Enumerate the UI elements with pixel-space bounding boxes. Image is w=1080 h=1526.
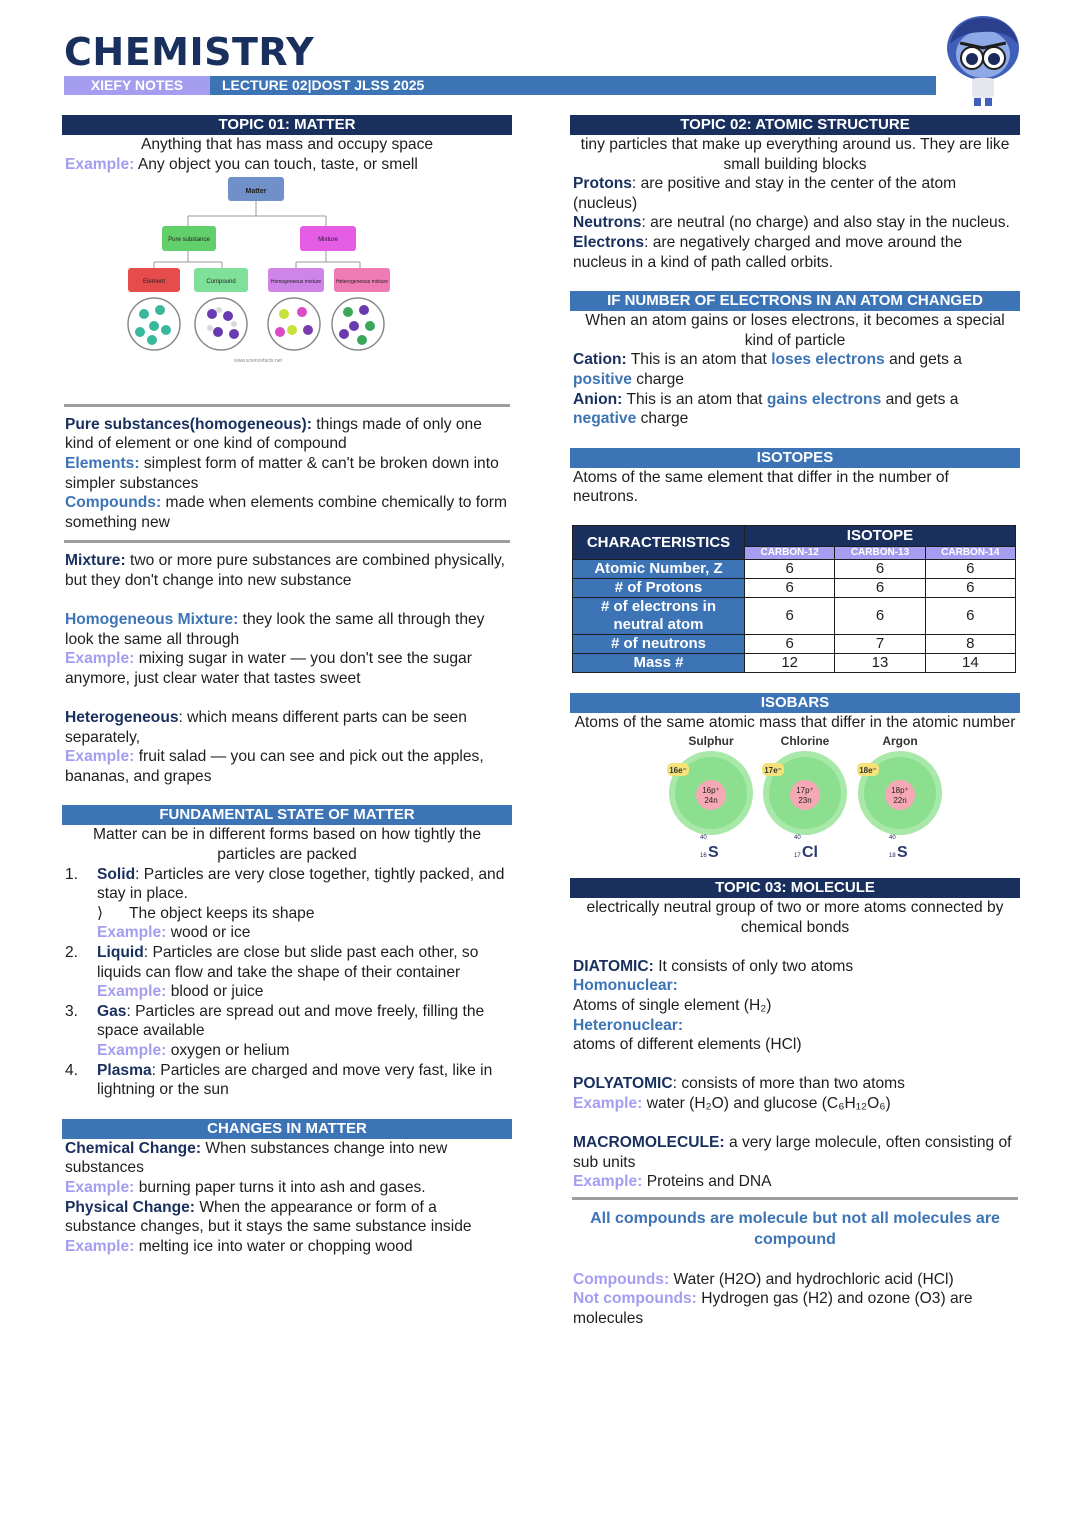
neutrons-text: : are neutral (no charge) and also stay in the nucleus. bbox=[641, 214, 1010, 232]
ions-intro: When an atom gains or loses electrons, it becomes a special kind of particle bbox=[585, 312, 1005, 349]
example-text: melting ice into water or chopping wood bbox=[138, 1237, 413, 1255]
mixture-label: Mixture: bbox=[65, 552, 126, 570]
diatomic-label: DIATOMIC: bbox=[573, 957, 654, 975]
table-header: CARBON-14 bbox=[925, 546, 1015, 559]
heterogeneous-label: Heterogeneous bbox=[65, 709, 179, 727]
diagram-pure: Pure substance bbox=[168, 237, 210, 244]
example-label: Example: bbox=[65, 155, 135, 173]
svg-text:16p⁺: 16p⁺ bbox=[702, 785, 720, 795]
svg-text:40: 40 bbox=[700, 834, 707, 841]
isotopes-definition: Atoms of the same element that differ in the number of neutrons. bbox=[573, 468, 949, 506]
cation-label: Cation: bbox=[573, 351, 627, 369]
macromolecule-text: a very large molecule, often consisting of sub units bbox=[573, 1134, 1012, 1171]
chemical-change-label: Chemical Change: bbox=[65, 1139, 202, 1157]
table-row: # of Protons 6 6 6 bbox=[573, 578, 1016, 597]
example-label: Example: bbox=[97, 1042, 167, 1059]
protons-label: Protons bbox=[573, 175, 632, 193]
diagram-credit: www.sciencefacts.net bbox=[234, 358, 282, 365]
elements-text: simplest form of matter & can't be broken down into simpler substances bbox=[65, 454, 499, 492]
state-text: : Particles are close but slide past each other, so liquids can flow and take the shape of their container bbox=[97, 944, 479, 981]
table-row: # of neutrons 6 7 8 bbox=[573, 634, 1016, 653]
compounds-label: Compounds: bbox=[65, 494, 162, 512]
table-row: Atomic Number, Z 6 6 6 bbox=[573, 559, 1016, 578]
homonuclear-text: Atoms of single element (H₂) bbox=[573, 997, 772, 1015]
heterogeneous-text: : which means different parts can be seen separately, bbox=[65, 709, 467, 746]
svg-text:18p⁺: 18p⁺ bbox=[891, 785, 909, 795]
atom-name: Argon bbox=[882, 733, 918, 748]
diagram-heterogeneous: Heterogeneous mixture bbox=[336, 279, 388, 286]
lecture-tag: LECTURE 02|DOST JLSS 2025 bbox=[222, 77, 425, 93]
matter-heading: TOPIC 01: MATTER bbox=[62, 115, 512, 135]
homonuclear-label: Homonuclear: bbox=[573, 977, 678, 995]
svg-text:17: 17 bbox=[794, 852, 801, 859]
compounds-text: made when elements combine chemically to form something new bbox=[65, 494, 507, 531]
table-header: ISOTOPE bbox=[745, 525, 1016, 546]
heteronuclear-text: atoms of different elements (HCl) bbox=[573, 1036, 802, 1054]
example-text: burning paper turns it into ash and gases. bbox=[138, 1178, 426, 1196]
electrons-text: : are negatively charged and move around the nucleus in a kind of path called orbits. bbox=[573, 233, 963, 271]
homogeneous-label: Homogeneous Mixture: bbox=[65, 611, 239, 629]
example-label: Example: bbox=[65, 748, 135, 766]
example-label: Example: bbox=[97, 924, 167, 942]
svg-text:23n: 23n bbox=[798, 795, 812, 805]
table-header: CHARACTERISTICS bbox=[573, 525, 745, 559]
table-row: # of electrons in neutral atom 6 6 6 bbox=[573, 597, 1016, 634]
atom-name: Chlorine bbox=[780, 733, 830, 748]
state-name: Liquid bbox=[97, 944, 144, 962]
right-column bbox=[570, 115, 1020, 1328]
protons-text: : are positive and stay in the center of the atom (nucleus) bbox=[573, 175, 957, 212]
mixture-text: two or more pure substances are combined physically, but they don't change into new substance bbox=[65, 552, 506, 589]
state-name: Gas bbox=[97, 1002, 127, 1020]
states-list bbox=[62, 865, 512, 1100]
diagram-element: Element bbox=[142, 279, 166, 286]
changes-heading: CHANGES IN MATTER bbox=[62, 1119, 512, 1139]
table-row: Mass # 12 13 14 bbox=[573, 653, 1016, 672]
anion-label: Anion: bbox=[573, 390, 623, 408]
svg-text:22n: 22n bbox=[893, 795, 907, 805]
page-title: CHEMISTRY bbox=[64, 30, 315, 74]
diagram-homogeneous: Homogeneous mixture bbox=[270, 279, 322, 286]
svg-text:18: 18 bbox=[889, 852, 896, 859]
bullet-arrow-icon: ⟩ bbox=[97, 904, 104, 922]
atomic-heading: TOPIC 02: ATOMIC STRUCTURE bbox=[570, 115, 1020, 135]
divider bbox=[64, 540, 510, 543]
solid-bullet: The object keeps its shape bbox=[129, 904, 315, 922]
svg-text:17p⁺: 17p⁺ bbox=[796, 785, 814, 795]
example-text: fruit salad — you can see and pick out the apples, bananas, and grapes bbox=[65, 748, 484, 785]
atomic-intro: tiny particles that make up everything around us. They are like small building blocks bbox=[580, 136, 1010, 173]
diagram-mixture: Mixture bbox=[318, 237, 338, 244]
svg-text:40: 40 bbox=[889, 834, 896, 841]
matter-example bbox=[62, 155, 512, 175]
example-label: Example: bbox=[573, 1095, 643, 1113]
homogeneous-text: they look the same all through they look the same all through bbox=[65, 611, 485, 648]
changes-section bbox=[62, 1139, 512, 1257]
svg-text:40: 40 bbox=[794, 834, 801, 841]
state-text: : Particles are very close together, tightly packed, and stay in place. bbox=[97, 865, 505, 903]
example-text: wood or ice bbox=[170, 924, 251, 942]
pure-label: Pure substances(homogeneous): bbox=[65, 415, 312, 433]
states-heading: FUNDAMENTAL STATE OF MATTER bbox=[62, 805, 512, 825]
list-item bbox=[65, 904, 509, 943]
example-label: Example: bbox=[65, 650, 135, 668]
isotope-table bbox=[572, 525, 1016, 673]
atom-name: Sulphur bbox=[688, 733, 734, 748]
polyatomic-text: : consists of more than two atoms bbox=[672, 1075, 905, 1093]
notes-tag: XIEFY NOTES bbox=[64, 76, 210, 95]
list-item: 4. Plasma: Particles are charged and move very fast, like in lightning or the sun bbox=[65, 1061, 493, 1099]
physical-change-text: When the appearance or form of a substance changes, but it stays the same substance inside bbox=[65, 1198, 472, 1236]
state-name: Solid bbox=[97, 865, 136, 883]
svg-text:16: 16 bbox=[700, 852, 707, 859]
example-label: Example: bbox=[97, 983, 167, 1001]
compounds-label: Compounds: bbox=[573, 1270, 670, 1288]
state-name: Plasma bbox=[97, 1061, 152, 1079]
example-text: water (H₂O) and glucose (C₆H₁₂O₆) bbox=[646, 1095, 891, 1113]
svg-text:16e⁻: 16e⁻ bbox=[669, 765, 687, 775]
isotopes-heading: ISOTOPES bbox=[570, 448, 1020, 468]
chemical-change-text: When substances change into new substances bbox=[65, 1139, 448, 1177]
svg-text:18e⁻: 18e⁻ bbox=[859, 765, 877, 775]
diagram-root: Matter bbox=[245, 188, 267, 196]
divider bbox=[64, 404, 510, 407]
atomic-particles bbox=[570, 174, 1020, 272]
list-item: 3. Gas: Particles are spread out and move freely, filling the space available Example: oxygen or helium bbox=[65, 1002, 485, 1059]
states-intro: Matter can be in different forms based on how tightly the particles are packed bbox=[92, 826, 482, 864]
isobars-definition: Atoms of the same atomic mass that differ in the atomic number bbox=[574, 713, 1016, 731]
elements-label: Elements: bbox=[65, 454, 140, 472]
electrons-label: Electrons bbox=[573, 233, 645, 251]
state-text: : Particles are spread out and move freely, filling the space available bbox=[97, 1002, 485, 1040]
state-text: : Particles are charged and move very fast, like in lightning or the sun bbox=[97, 1061, 493, 1099]
key-note: All compounds are molecule but not all molecules are compound bbox=[590, 1210, 1000, 1248]
list-item: 2. Liquid: Particles are close but slide past each other, so liquids can flow and take the shape of their container Example: blood or juice bbox=[65, 944, 479, 1001]
isobars-diagram bbox=[570, 733, 1020, 865]
table-header: CARBON-13 bbox=[835, 546, 925, 559]
example-text: oxygen or helium bbox=[170, 1042, 290, 1059]
heteronuclear-label: Heteronuclear: bbox=[573, 1016, 684, 1034]
diatomic-text: It consists of only two atoms bbox=[658, 957, 854, 975]
element-symbol: S bbox=[708, 843, 719, 861]
mascot-illustration bbox=[936, 14, 1026, 108]
pure-substances bbox=[62, 415, 512, 533]
element-symbol: S bbox=[897, 843, 908, 861]
matter-definition: Anything that has mass and occupy space bbox=[140, 136, 434, 153]
list-item: 1. Solid: Particles are very close together, tightly packed, and stay in place. bbox=[65, 865, 505, 903]
molecule-heading: TOPIC 03: MOLECULE bbox=[570, 878, 1020, 898]
physical-change-label: Physical Change: bbox=[65, 1198, 195, 1216]
diagram-compound: Compound bbox=[206, 279, 236, 286]
not-compounds-text: Hydrogen gas (H2) and ozone (O3) are molecules bbox=[573, 1290, 973, 1327]
matter-classification-diagram bbox=[62, 174, 512, 389]
divider bbox=[572, 1197, 1018, 1200]
mixture-section bbox=[62, 551, 512, 786]
molecule-types bbox=[570, 957, 1020, 1192]
left-column bbox=[62, 115, 512, 1256]
macromolecule-label: MACROMOLECULE: bbox=[573, 1134, 725, 1152]
example-text: Proteins and DNA bbox=[646, 1173, 772, 1191]
ions-heading: IF NUMBER OF ELECTRONS IN AN ATOM CHANGED bbox=[570, 291, 1020, 311]
neutrons-label: Neutrons bbox=[573, 214, 642, 232]
svg-text:17e⁻: 17e⁻ bbox=[764, 765, 782, 775]
isobars-heading: ISOBARS bbox=[570, 693, 1020, 713]
example-text: Any object you can touch, taste, or smell bbox=[137, 155, 418, 173]
pure-text: things made of only one kind of element or one kind of compound bbox=[65, 415, 482, 453]
compound-examples bbox=[570, 1270, 1020, 1329]
molecule-definition: electrically neutral group of two or more atoms connected by chemical bonds bbox=[586, 899, 1004, 936]
not-compounds-label: Not compounds: bbox=[573, 1290, 697, 1308]
ions-section: Cation: This is an atom that loses electrons and gets a positive charge Anion: This is an atom that gains electrons and gets a negative charge bbox=[573, 351, 962, 428]
compounds-text: Water (H2O) and hydrochloric acid (HCl) bbox=[673, 1270, 954, 1288]
element-symbol: Cl bbox=[802, 843, 818, 861]
svg-text:24n: 24n bbox=[704, 795, 718, 805]
example-label: Example: bbox=[573, 1173, 643, 1191]
table-header: CARBON-12 bbox=[745, 546, 835, 559]
example-label: Example: bbox=[65, 1178, 135, 1196]
polyatomic-label: POLYATOMIC bbox=[573, 1075, 673, 1093]
example-text: mixing sugar in water — you don't see the sugar anymore, just clear water that tastes sweet bbox=[65, 650, 472, 687]
example-label: Example: bbox=[65, 1237, 135, 1255]
example-text: blood or juice bbox=[170, 983, 264, 1001]
